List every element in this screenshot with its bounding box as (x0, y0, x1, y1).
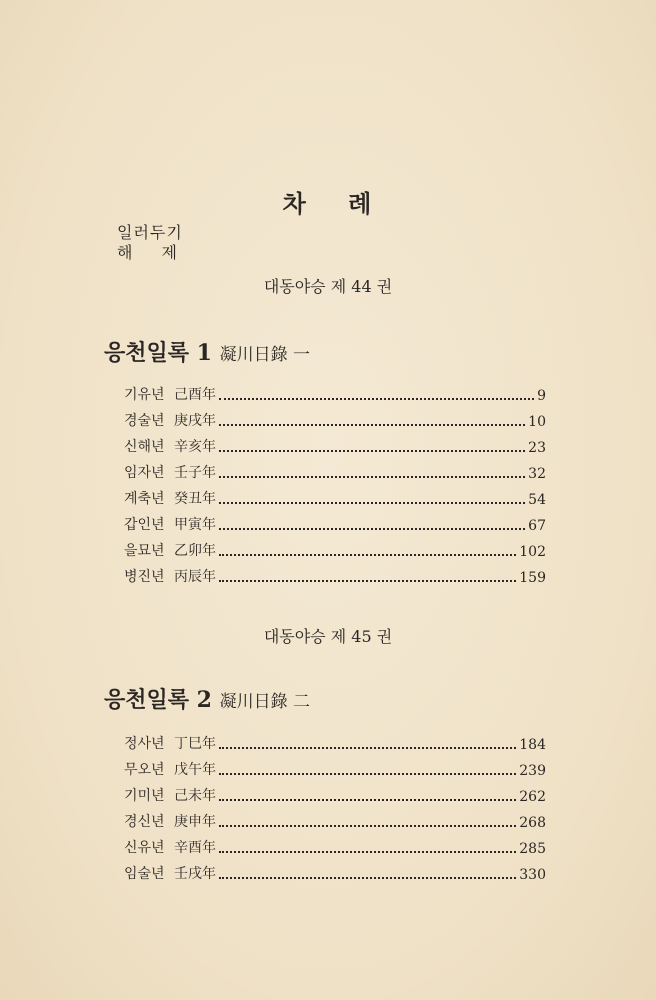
dot-leader (219, 424, 525, 426)
dot-leader (219, 877, 516, 879)
entry-page-number: 268 (519, 815, 546, 831)
entry-page-number: 23 (528, 440, 546, 456)
volume-heading: 대동야승 제 44 권 (263, 277, 393, 296)
dot-leader (219, 554, 516, 556)
section-title (104, 683, 310, 714)
entry-korean: 임자년 (124, 465, 165, 481)
toc-entry[interactable] (124, 857, 546, 883)
toc-entry[interactable] (124, 727, 546, 753)
entry-page-number: 67 (528, 518, 546, 534)
toc-entry[interactable] (124, 534, 546, 560)
dot-leader (219, 580, 516, 582)
entry-hanja: 壬戌年 (174, 866, 216, 882)
dot-leader (219, 398, 534, 400)
entry-hanja: 庚戌年 (174, 413, 216, 429)
dot-leader (219, 773, 516, 775)
entry-korean: 계축년 (124, 491, 165, 507)
dot-leader (219, 450, 525, 452)
toc-entry[interactable] (124, 805, 546, 831)
dot-leader (219, 825, 516, 827)
dot-leader (219, 851, 516, 853)
section-title-korean: 응천일록 2 (104, 687, 212, 713)
dot-leader (219, 528, 525, 530)
section-title-hanja: 凝川日錄 二 (219, 692, 311, 712)
entry-korean: 기미년 (124, 788, 165, 804)
toc-entry[interactable] (124, 404, 546, 430)
entry-korean: 기유년 (124, 387, 165, 403)
entry-korean: 을묘년 (124, 543, 165, 559)
entry-hanja: 甲寅年 (174, 517, 216, 533)
front-matter-notes[interactable]: 일러두기 (117, 223, 183, 242)
page-title: 차 례 (282, 189, 374, 218)
entry-korean: 경신년 (124, 814, 165, 830)
entry-page-number: 184 (519, 737, 546, 753)
dot-leader (219, 747, 516, 749)
entry-page-number: 9 (537, 388, 546, 404)
toc-entry[interactable] (124, 378, 546, 404)
section-title-hanja: 凝川日錄 一 (219, 345, 311, 365)
entry-korean: 병진년 (124, 569, 165, 585)
entry-hanja: 辛亥年 (174, 439, 216, 455)
section-title (104, 336, 310, 367)
toc-entry[interactable] (124, 831, 546, 857)
toc-list (124, 378, 546, 586)
toc-entry[interactable] (124, 560, 546, 586)
section-title-korean: 응천일록 1 (104, 340, 212, 366)
toc-entry[interactable] (124, 779, 546, 805)
entry-page-number: 54 (528, 492, 546, 508)
toc-entry[interactable] (124, 482, 546, 508)
toc-entry[interactable] (124, 508, 546, 534)
entry-korean: 무오년 (124, 762, 165, 778)
entry-hanja: 庚申年 (174, 814, 216, 830)
entry-hanja: 癸丑年 (174, 491, 216, 507)
entry-korean: 신해년 (124, 439, 165, 455)
dot-leader (219, 476, 525, 478)
toc-entry[interactable] (124, 456, 546, 482)
entry-korean: 임술년 (124, 866, 165, 882)
entry-korean: 경술년 (124, 413, 165, 429)
entry-page-number: 159 (519, 570, 546, 586)
toc-list (124, 727, 546, 883)
entry-hanja: 辛酉年 (174, 840, 216, 856)
volume-heading: 대동야승 제 45 권 (263, 627, 393, 646)
entry-hanja: 己酉年 (174, 387, 216, 403)
entry-korean: 정사년 (124, 736, 165, 752)
entry-hanja: 乙卯年 (174, 543, 216, 559)
toc-entry[interactable] (124, 430, 546, 456)
entry-korean: 신유년 (124, 840, 165, 856)
toc-entry[interactable] (124, 753, 546, 779)
entry-page-number: 10 (528, 414, 546, 430)
entry-page-number: 330 (519, 867, 546, 883)
entry-hanja: 戊午年 (174, 762, 216, 778)
dot-leader (219, 502, 525, 504)
entry-page-number: 285 (519, 841, 546, 857)
entry-korean: 갑인년 (124, 517, 165, 533)
entry-hanja: 壬子年 (174, 465, 216, 481)
dot-leader (219, 799, 516, 801)
entry-page-number: 262 (519, 789, 546, 805)
entry-page-number: 32 (528, 466, 546, 482)
entry-page-number: 239 (519, 763, 546, 779)
entry-hanja: 丁巳年 (174, 736, 216, 752)
entry-page-number: 102 (519, 544, 546, 560)
front-matter-commentary[interactable]: 해 제 (117, 243, 178, 262)
entry-hanja: 丙辰年 (174, 569, 216, 585)
entry-hanja: 己未年 (174, 788, 216, 804)
